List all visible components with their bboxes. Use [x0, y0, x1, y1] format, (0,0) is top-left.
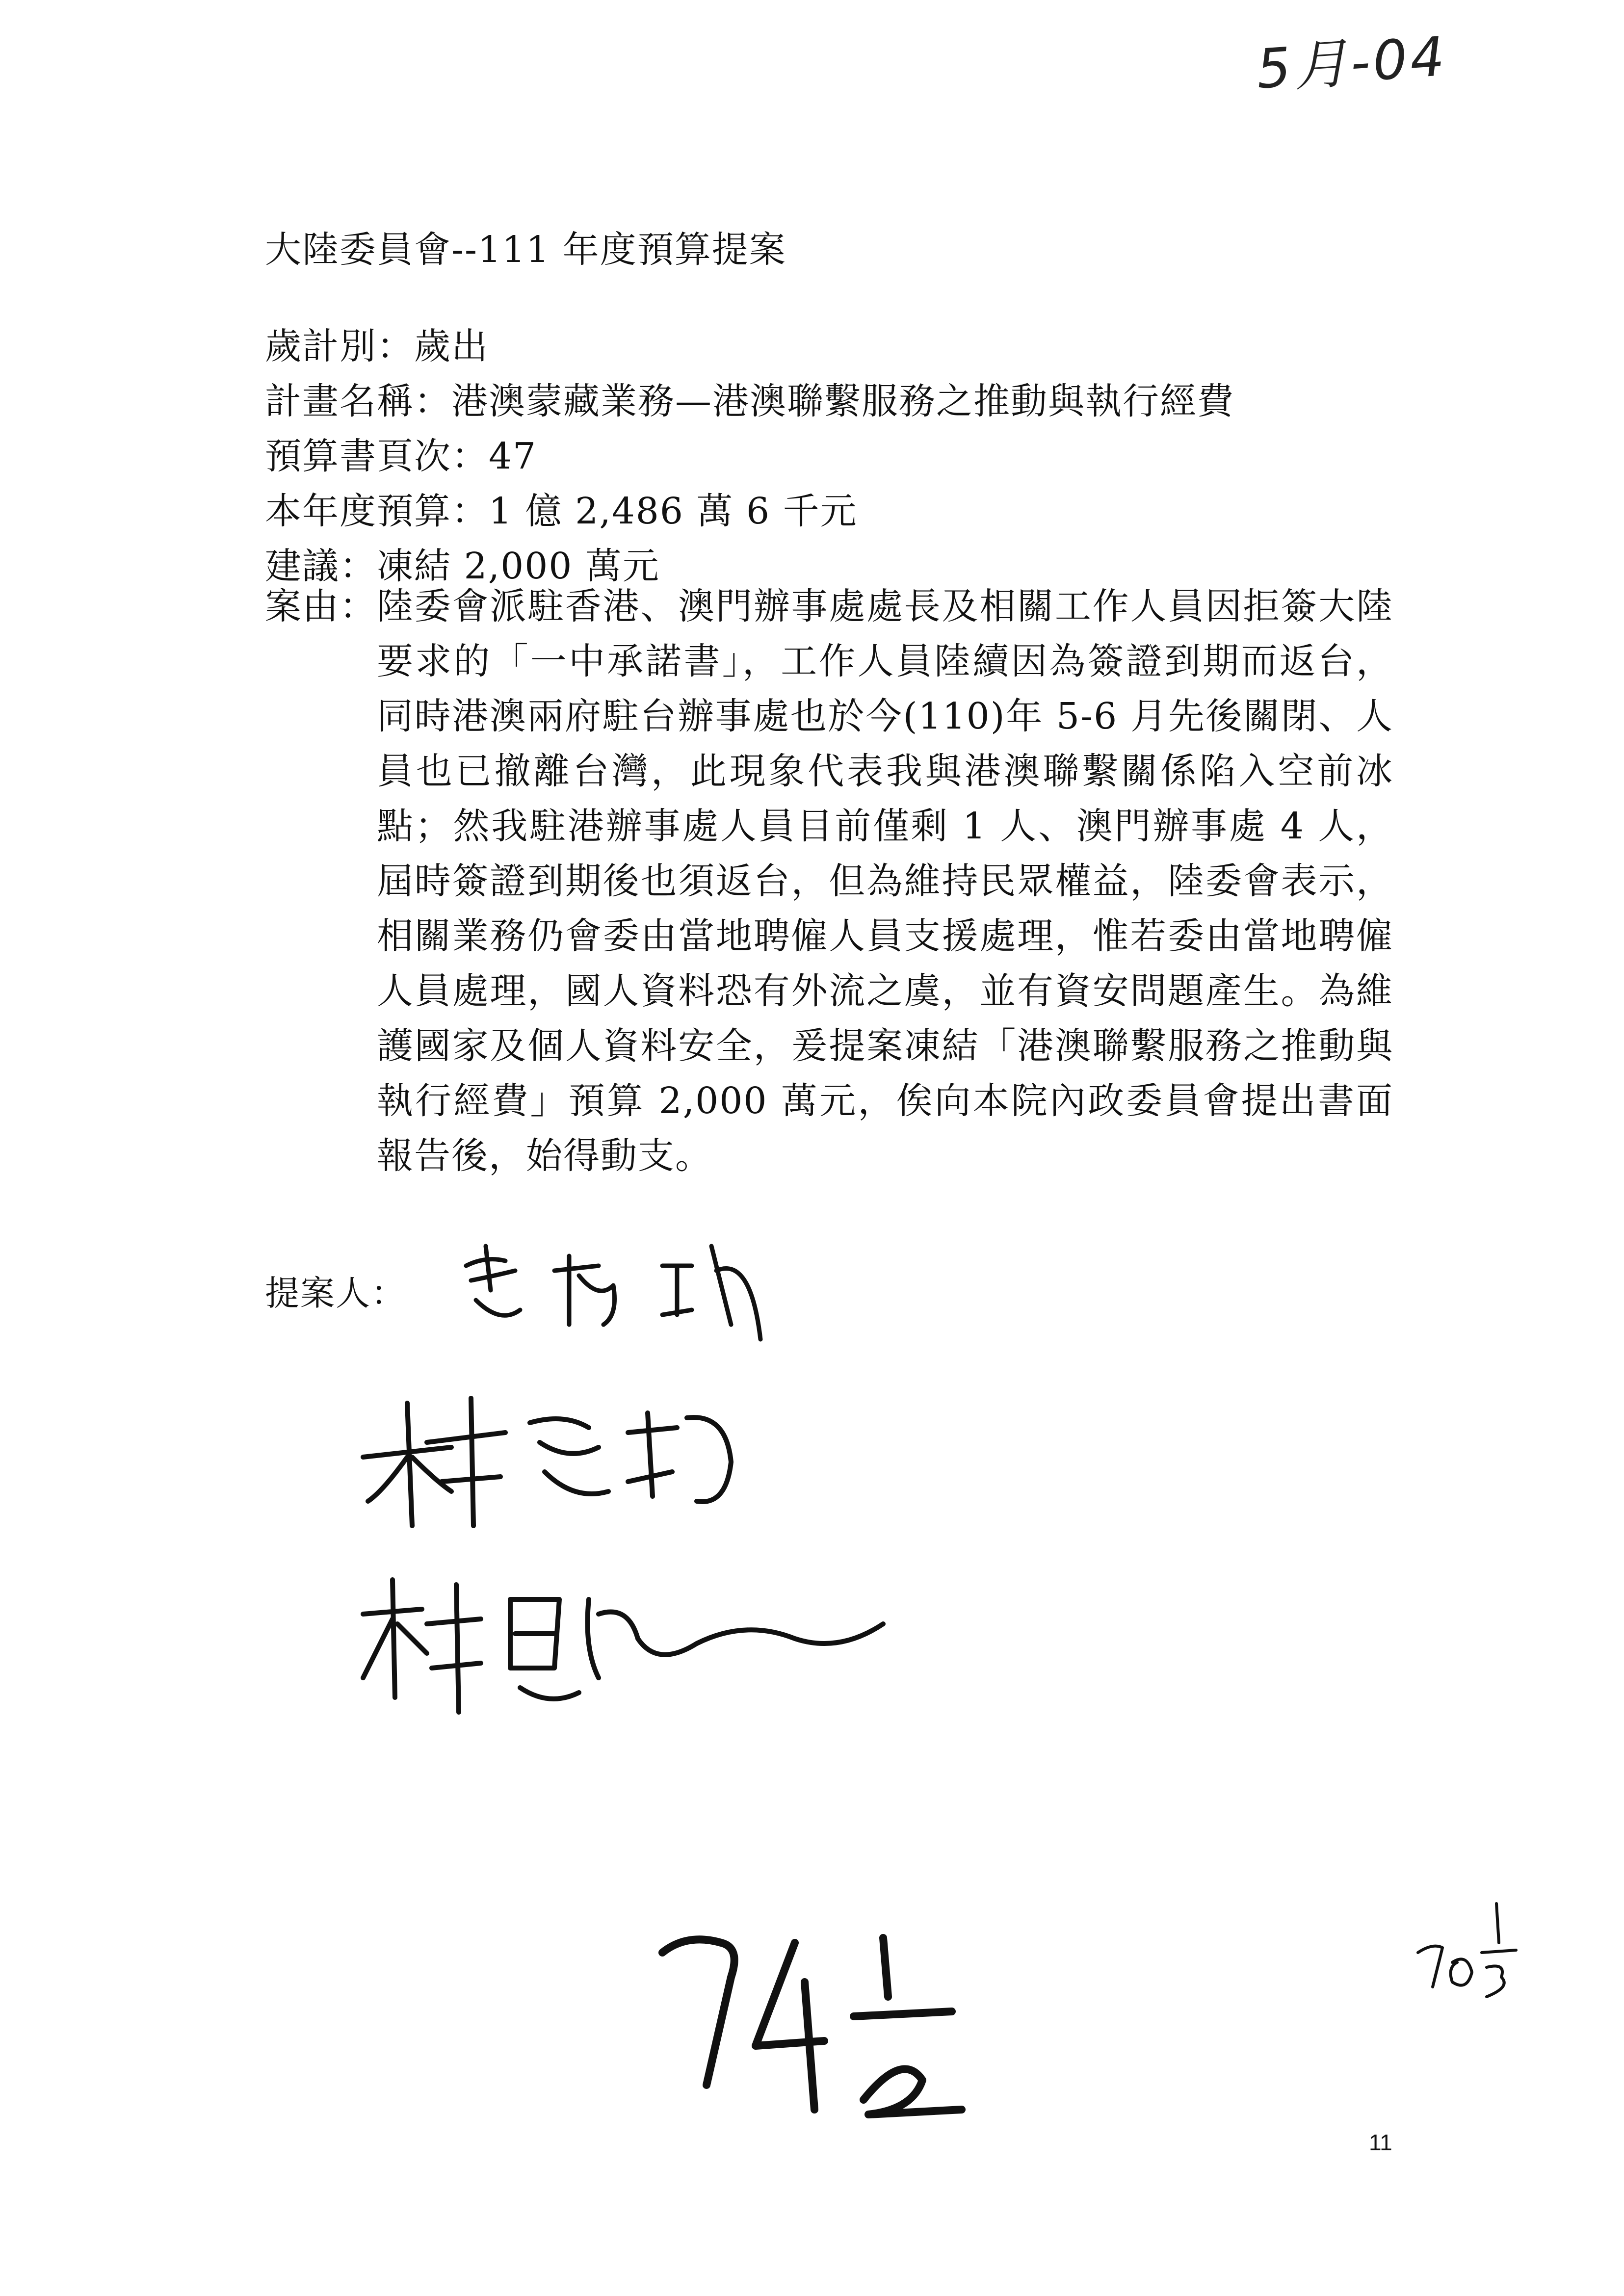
- handwritten-mark-large: [648, 1923, 991, 2129]
- field-label: 預算書頁次：: [265, 435, 489, 477]
- field-value: 1 億 2,486 萬 6 千元: [489, 490, 858, 532]
- field-value: 凍結 2,000 萬元: [377, 545, 660, 587]
- field-value: 47: [489, 435, 537, 477]
- field-budget-page: [265, 429, 1442, 484]
- field-annual-budget: [265, 484, 1442, 539]
- signature-3: [353, 1570, 893, 1717]
- signature-2: [353, 1383, 756, 1531]
- budget-fields: [265, 319, 1442, 594]
- field-label: 計畫名稱：: [265, 380, 451, 422]
- reason-section: [265, 579, 1442, 1183]
- reason-label: 案由：: [265, 585, 377, 627]
- page-number: 11: [1369, 2130, 1392, 2155]
- field-budget-type: [265, 319, 1442, 374]
- field-value: 歲出: [414, 325, 489, 367]
- field-label: 本年度預算：: [265, 490, 489, 532]
- reason-text: 陸委會派駐香港、澳門辦事處處長及相關工作人員因拒簽大陸要求的「一中承諾書」，工作人員陸續因為簽證到期而返台，同時港澳兩府駐台辦事處也於今(110)年 5-6 月先後關閉、人員也已撤離台灣，此現象代表我與港澳聯繫關係陷入空前冰點；然我駐港辦事處人員目前僅剩 1 人、澳門辦事處 4 人，屆時簽證到期後也須返台，但為維持民眾權益，陸委會表示，相關業務仍會委由當地聘僱人員支援處理，惟若委由當地聘僱人員處理，國人資料恐有外流之虞，並有資安問題產生。為維護國家及個人資料安全，爰提案凍結「港澳聯繫服務之推動與執行經費」預算 2,000 萬元，俟向本院內政委員會提出書面報告後，始得動支。: [377, 585, 1393, 1177]
- handwritten-mark-small: [1413, 1899, 1521, 2007]
- field-plan-name: [265, 374, 1442, 429]
- field-value: 港澳蒙藏業務—港澳聯繫服務之推動與執行經費: [451, 380, 1234, 422]
- handwritten-note: 5月-04: [1254, 25, 1450, 101]
- field-label: 歲計別：: [265, 325, 414, 367]
- signature-1: [456, 1226, 800, 1354]
- document-title: 大陸委員會--111 年度預算提案: [265, 229, 786, 271]
- proposer-label: 提案人：: [265, 1273, 406, 1313]
- field-label: 建議：: [265, 545, 377, 587]
